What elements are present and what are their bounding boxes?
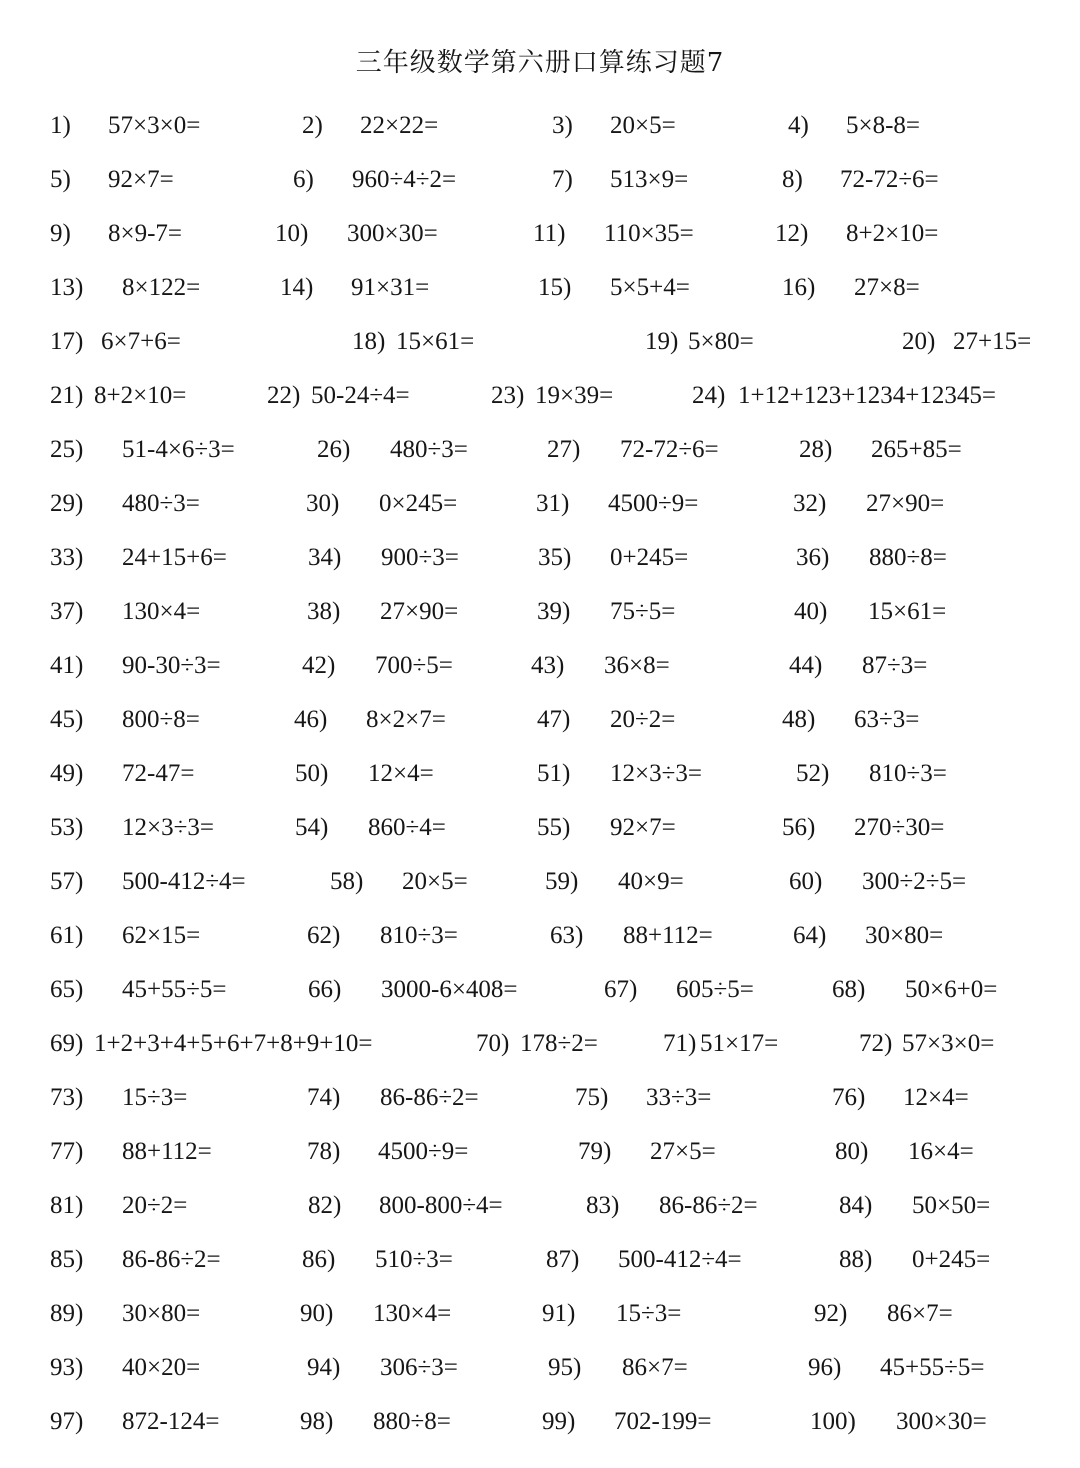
problem-expression: 22×22= [360,112,439,139]
problem-number: 5) [50,166,71,193]
problem-number: 57) [50,868,84,895]
problem-expression: 19×39= [535,382,614,409]
problem-expression: 500-412÷4= [618,1246,742,1273]
problem-number: 69) [50,1030,84,1057]
problem-expression: 880÷8= [869,544,947,571]
problem-expression: 87÷3= [862,652,928,679]
problem-number: 41) [50,652,84,679]
problem-number: 9) [50,220,71,247]
problem-expression: 510÷3= [375,1246,453,1273]
problem-expression: 300÷2÷5= [862,868,967,895]
problem-number: 27) [547,436,581,463]
problem-number: 26) [317,436,351,463]
problem-number: 58) [330,868,364,895]
problem-number: 21) [50,382,84,409]
problem-expression: 51-4×6÷3= [122,436,235,463]
problem-expression: 500-412÷4= [122,868,246,895]
problem-expression: 1+2+3+4+5+6+7+8+9+10= [94,1030,373,1057]
problem-number: 29) [50,490,84,517]
problem-expression: 86-86÷2= [659,1192,758,1219]
problem-expression: 12×3÷3= [122,814,214,841]
problem-expression: 8+2×10= [94,382,187,409]
problem-expression: 4500÷9= [608,490,699,517]
problem-expression: 110×35= [604,220,694,247]
problem-number: 97) [50,1408,84,1435]
problem-expression: 800-800÷4= [379,1192,503,1219]
problem-number: 68) [832,976,866,1003]
problem-expression: 700÷5= [375,652,453,679]
problem-number: 43) [531,652,565,679]
problem-number: 82) [308,1192,342,1219]
problem-number: 2) [302,112,323,139]
problem-number: 30) [306,490,340,517]
problem-expression: 0+245= [610,544,689,571]
problem-expression: 0+245= [912,1246,991,1273]
problem-number: 11) [533,220,566,247]
problem-number: 1) [50,112,71,139]
problem-number: 15) [538,274,572,301]
problem-number: 81) [50,1192,84,1219]
problem-number: 73) [50,1084,84,1111]
problem-number: 46) [294,706,328,733]
problem-number: 100) [810,1408,856,1435]
problem-expression: 62×15= [122,922,201,949]
problem-number: 80) [835,1138,869,1165]
problem-number: 56) [782,814,816,841]
problem-expression: 72-47= [122,760,195,787]
problem-expression: 0×245= [379,490,458,517]
problem-number: 70) [476,1030,510,1057]
problem-number: 79) [578,1138,612,1165]
problem-expression: 27×90= [866,490,945,517]
problem-number: 96) [808,1354,842,1381]
problem-expression: 900÷3= [381,544,459,571]
problem-number: 4) [788,112,809,139]
problem-number: 17) [50,328,84,355]
problem-expression: 4500÷9= [378,1138,469,1165]
problem-expression: 130×4= [373,1300,452,1327]
problem-expression: 480÷3= [122,490,200,517]
problem-number: 95) [548,1354,582,1381]
problem-number: 52) [796,760,830,787]
problem-expression: 15÷3= [122,1084,188,1111]
problem-number: 47) [537,706,571,733]
problem-number: 99) [542,1408,576,1435]
problem-expression: 6×7+6= [101,328,181,355]
problem-expression: 91×31= [351,274,430,301]
problem-number: 37) [50,598,84,625]
problem-expression: 300×30= [896,1408,987,1435]
problem-number: 10) [275,220,309,247]
problem-number: 48) [782,706,816,733]
problem-expression: 800÷8= [122,706,200,733]
problem-expression: 57×3×0= [902,1030,995,1057]
problem-number: 33) [50,544,84,571]
problem-number: 36) [796,544,830,571]
problem-expression: 86-86÷2= [380,1084,479,1111]
problem-number: 16) [782,274,816,301]
problem-number: 8) [782,166,803,193]
problem-expression: 702-199= [614,1408,712,1435]
problem-expression: 20÷2= [610,706,676,733]
problem-number: 60) [789,868,823,895]
problem-number: 74) [307,1084,341,1111]
problem-expression: 8×122= [122,274,201,301]
problem-number: 39) [537,598,571,625]
problem-number: 85) [50,1246,84,1273]
problem-number: 13) [50,274,84,301]
problem-number: 55) [537,814,571,841]
problem-expression: 27×5= [650,1138,716,1165]
problem-number: 84) [839,1192,873,1219]
problem-expression: 92×7= [108,166,174,193]
problem-number: 72) [859,1030,893,1057]
problem-number: 51) [537,760,571,787]
problem-expression: 50×6+0= [905,976,998,1003]
problem-expression: 86-86÷2= [122,1246,221,1273]
problem-number: 23) [491,382,525,409]
problem-number: 83) [586,1192,620,1219]
problem-number: 38) [307,598,341,625]
problem-expression: 20×5= [402,868,468,895]
problem-expression: 40×20= [122,1354,201,1381]
problem-expression: 5×8-8= [846,112,921,139]
problem-number: 53) [50,814,84,841]
problem-expression: 63÷3= [854,706,920,733]
problem-expression: 1+12+123+1234+12345= [738,382,996,409]
problem-expression: 15×61= [868,598,947,625]
problem-expression: 30×80= [865,922,944,949]
problem-number: 76) [832,1084,866,1111]
problem-number: 40) [794,598,828,625]
problem-number: 19) [645,328,679,355]
problem-number: 91) [542,1300,576,1327]
problem-number: 66) [308,976,342,1003]
problem-number: 18) [352,328,386,355]
problem-number: 94) [307,1354,341,1381]
problem-expression: 51×17= [700,1030,779,1057]
problem-number: 12) [775,220,809,247]
problem-expression: 15÷3= [616,1300,682,1327]
problem-expression: 3000-6×408= [381,976,518,1003]
problem-number: 98) [300,1408,334,1435]
problem-number: 63) [550,922,584,949]
problem-expression: 605÷5= [676,976,754,1003]
problem-expression: 36×8= [604,652,670,679]
problem-number: 44) [789,652,823,679]
problem-number: 45) [50,706,84,733]
problem-number: 31) [536,490,570,517]
problem-expression: 20×5= [610,112,676,139]
problem-number: 64) [793,922,827,949]
problem-number: 88) [839,1246,873,1273]
problem-number: 71) [663,1030,697,1057]
problem-number: 7) [552,166,573,193]
problem-expression: 57×3×0= [108,112,201,139]
problem-number: 35) [538,544,572,571]
problem-expression: 480÷3= [390,436,468,463]
problem-number: 54) [295,814,329,841]
problem-number: 90) [300,1300,334,1327]
problem-expression: 12×4= [368,760,434,787]
problem-number: 50) [295,760,329,787]
problem-expression: 5×5+4= [610,274,690,301]
problem-number: 59) [545,868,579,895]
problem-number: 34) [308,544,342,571]
problem-expression: 5×80= [688,328,754,355]
problem-number: 28) [799,436,833,463]
problem-number: 89) [50,1300,84,1327]
problem-expression: 24+15+6= [122,544,227,571]
problem-expression: 810÷3= [869,760,947,787]
problem-expression: 810÷3= [380,922,458,949]
problem-expression: 12×3÷3= [610,760,702,787]
problem-expression: 27×90= [380,598,459,625]
problem-expression: 45+55÷5= [880,1354,985,1381]
problem-expression: 50×50= [912,1192,991,1219]
problem-expression: 72-72÷6= [840,166,939,193]
problem-number: 61) [50,922,84,949]
problem-number: 49) [50,760,84,787]
problem-expression: 40×9= [618,868,684,895]
problem-expression: 45+55÷5= [122,976,227,1003]
problem-expression: 27×8= [854,274,920,301]
worksheet-title: 三年级数学第六册口算练习题7 [355,48,725,78]
problem-number: 93) [50,1354,84,1381]
problem-expression: 880÷8= [373,1408,451,1435]
problem-number: 75) [575,1084,609,1111]
problem-expression: 33÷3= [646,1084,712,1111]
problem-number: 86) [302,1246,336,1273]
problem-number: 78) [307,1138,341,1165]
problem-number: 24) [692,382,726,409]
problem-expression: 130×4= [122,598,201,625]
problem-expression: 8+2×10= [846,220,939,247]
problem-expression: 72-72÷6= [620,436,719,463]
problem-number: 3) [552,112,573,139]
problem-number: 32) [793,490,827,517]
problem-expression: 513×9= [610,166,689,193]
problem-expression: 86×7= [622,1354,688,1381]
problem-expression: 30×80= [122,1300,201,1327]
problem-number: 14) [280,274,314,301]
problem-number: 67) [604,976,638,1003]
problem-number: 62) [307,922,341,949]
problem-number: 65) [50,976,84,1003]
problem-expression: 306÷3= [380,1354,458,1381]
problem-expression: 16×4= [908,1138,974,1165]
problem-number: 20) [902,328,936,355]
problem-expression: 20÷2= [122,1192,188,1219]
problem-number: 77) [50,1138,84,1165]
problem-expression: 88+112= [623,922,713,949]
problem-expression: 75÷5= [610,598,676,625]
problem-number: 42) [302,652,336,679]
problem-expression: 265+85= [871,436,962,463]
problem-expression: 88+112= [122,1138,212,1165]
problem-expression: 92×7= [610,814,676,841]
problem-expression: 12×4= [903,1084,969,1111]
problem-expression: 960÷4÷2= [352,166,457,193]
problem-expression: 178÷2= [520,1030,598,1057]
problem-expression: 86×7= [887,1300,953,1327]
problem-expression: 90-30÷3= [122,652,221,679]
problem-expression: 8×9-7= [108,220,183,247]
problem-expression: 50-24÷4= [311,382,410,409]
problem-expression: 872-124= [122,1408,220,1435]
problem-expression: 860÷4= [368,814,446,841]
problem-number: 92) [814,1300,848,1327]
problem-expression: 27+15= [953,328,1032,355]
problem-expression: 300×30= [347,220,438,247]
problem-expression: 270÷30= [854,814,945,841]
problem-number: 25) [50,436,84,463]
problem-expression: 15×61= [396,328,475,355]
problem-number: 22) [267,382,301,409]
problem-expression: 8×2×7= [366,706,446,733]
problem-number: 87) [546,1246,580,1273]
problem-number: 6) [293,166,314,193]
